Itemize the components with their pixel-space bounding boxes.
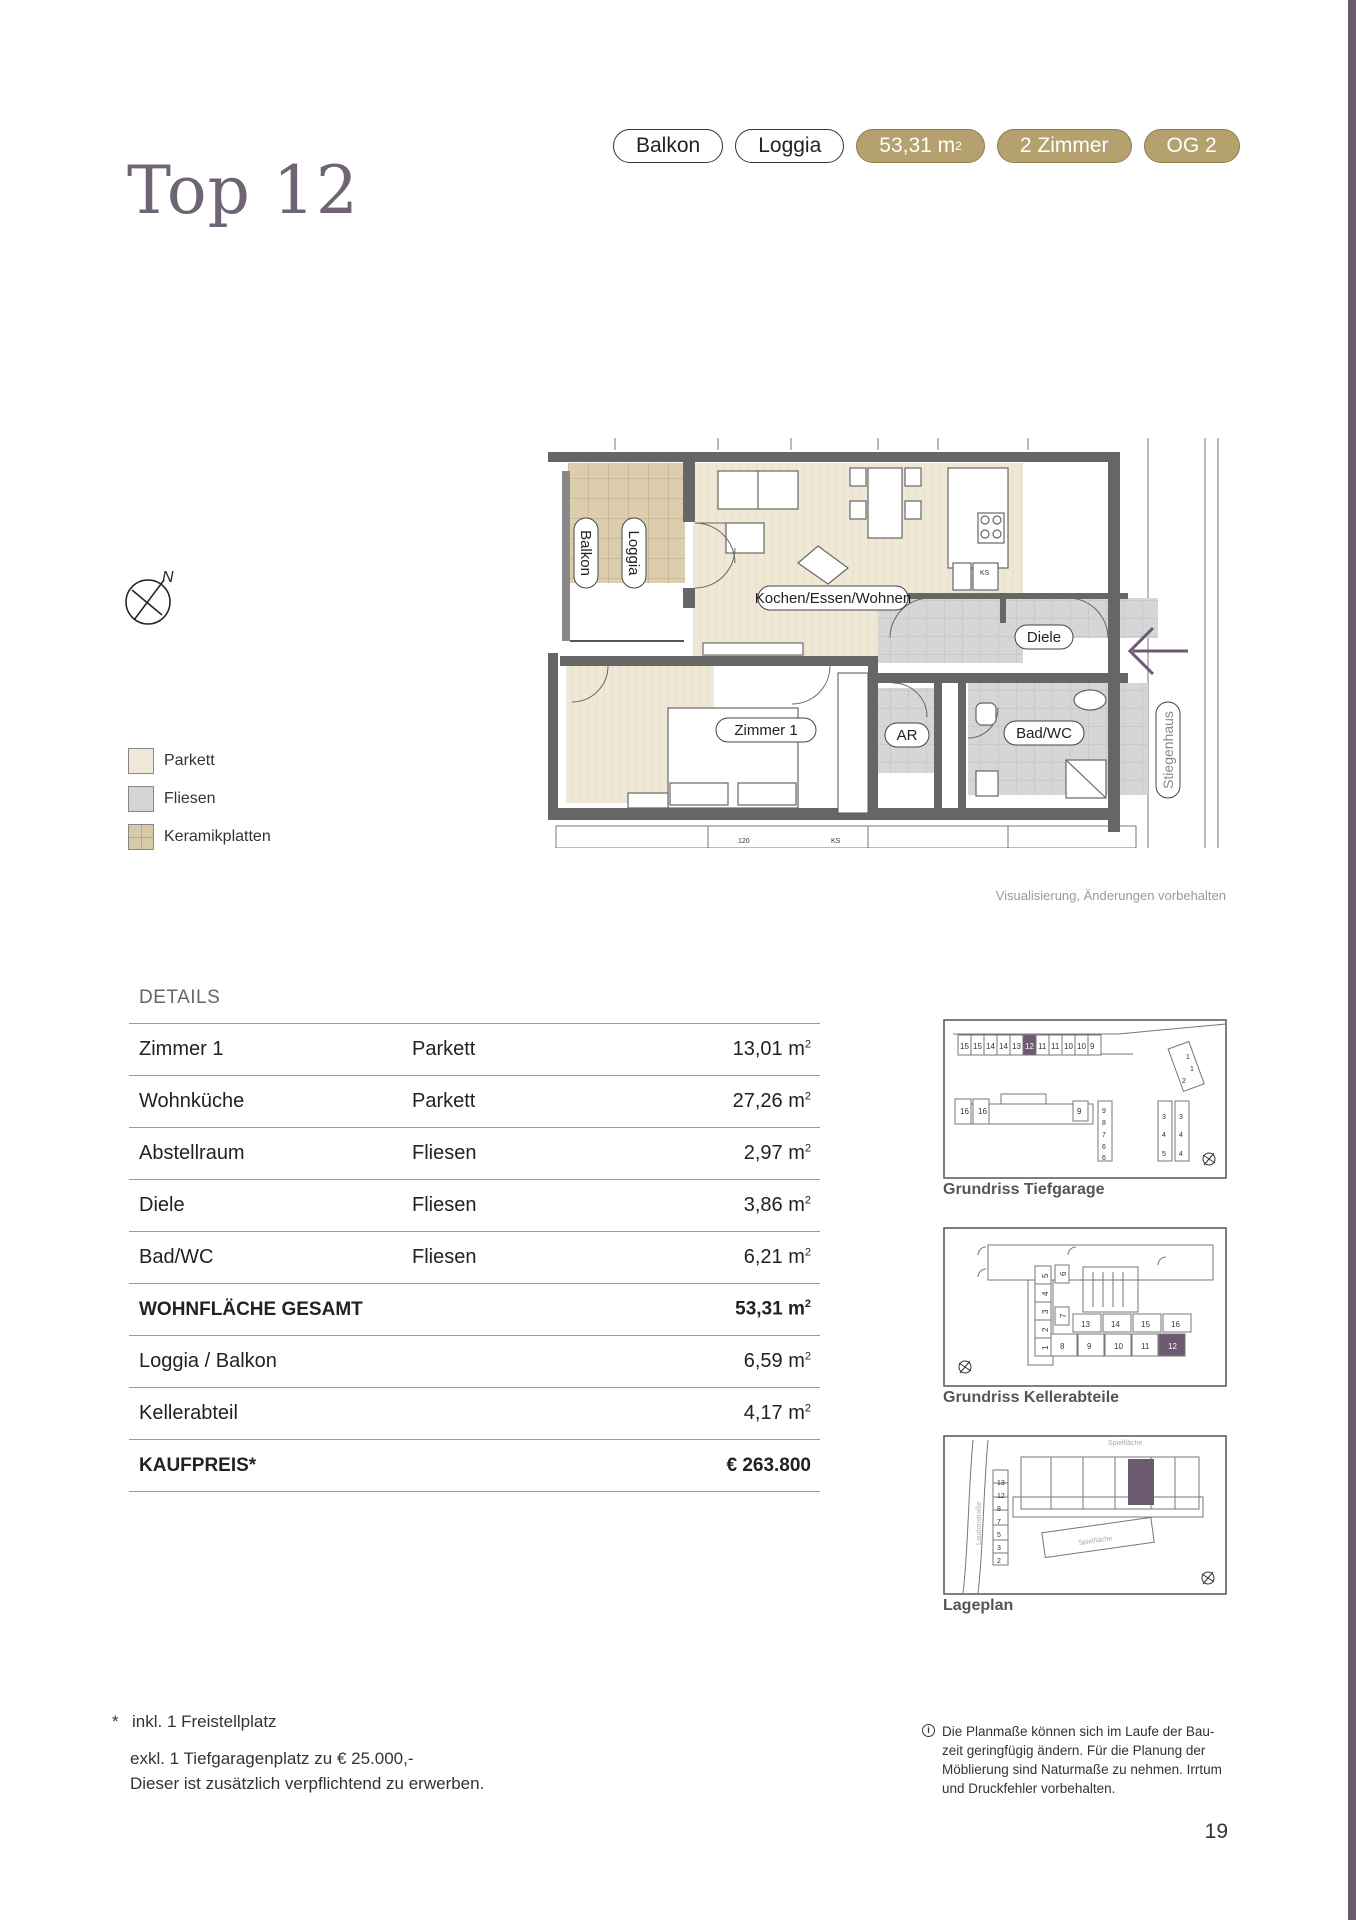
tag-loggia: Loggia [735, 129, 844, 163]
footnote-marker: * [112, 1712, 119, 1731]
space-label: 9 [1077, 1107, 1082, 1116]
room-name: WOHNFLÄCHE GESAMT [139, 1298, 363, 1320]
details-table [129, 1023, 820, 1492]
cellar-label: 10 [1114, 1342, 1123, 1351]
space-label: 14 [986, 1042, 995, 1051]
room-name: Kellerabteil [139, 1402, 238, 1424]
floor-type: Fliesen [412, 1246, 477, 1268]
area-number: 3,86 m [743, 1194, 805, 1216]
details-row [129, 1076, 820, 1128]
area-value [662, 1024, 820, 1076]
stair-label: 12 [997, 1493, 1005, 1500]
room-label-bad: Bad/WC [1016, 725, 1072, 742]
details-row [129, 1128, 820, 1180]
cellar-label: 6 [1059, 1271, 1068, 1276]
space-label: 2 [1182, 1078, 1186, 1085]
cellar-label: 5 [1041, 1273, 1050, 1278]
area-number: 27,26 m [732, 1090, 805, 1112]
room-label-diele: Diele [1026, 629, 1062, 646]
page-edge-bar [1348, 0, 1356, 1920]
floor-type [412, 1440, 662, 1492]
stair-label: 5 [997, 1532, 1001, 1539]
floor-type: Fliesen [412, 1142, 477, 1164]
cellar-label: 2 [1041, 1327, 1050, 1332]
street-label: Laudonstraße [976, 1501, 983, 1545]
fliesen-swatch [128, 786, 154, 812]
floor-legend [128, 742, 271, 856]
space-label: 4 [1162, 1132, 1166, 1139]
spielflaeche-label: Spielfläche [1108, 1440, 1143, 1447]
cellar-label: 8 [1060, 1342, 1065, 1351]
unit-superscript: 2 [804, 1038, 811, 1051]
area-number: 6,21 m [743, 1246, 805, 1268]
info-icon: i [922, 1724, 935, 1737]
room-name: Bad/WC [139, 1246, 214, 1268]
dim-label: 120 [738, 838, 750, 845]
area-value [662, 1388, 820, 1440]
area-number: 4,17 m [743, 1402, 805, 1424]
floor-plan [548, 438, 1228, 848]
cellar-label: 12 [1168, 1342, 1177, 1351]
details-row [129, 1232, 820, 1284]
footnote-line: Dieser ist zusätzlich verpflichtend zu erwerben. [130, 1774, 485, 1793]
area-value [662, 1128, 820, 1180]
room-name: Wohnküche [139, 1090, 245, 1112]
area-number: € 263.800 [726, 1454, 811, 1476]
unit-superscript: 2 [804, 1246, 811, 1259]
space-label: 10 [1064, 1042, 1073, 1051]
legend-item-parkett [128, 742, 271, 780]
unit-superscript: 2 [804, 1090, 811, 1103]
room-label-ar: AR [896, 727, 918, 744]
details-row [129, 1336, 820, 1388]
space-label: 4 [1179, 1151, 1183, 1158]
space-label: 12 [1025, 1042, 1034, 1051]
room-name: KAUFPREIS* [139, 1454, 257, 1476]
footnote-line: inkl. 1 Freistellplatz [132, 1712, 277, 1731]
cellar-label: 7 [1059, 1313, 1068, 1318]
space-label: 11 [1038, 1042, 1047, 1051]
room-label-zimmer: Zimmer 1 [734, 722, 798, 739]
details-row [129, 1180, 820, 1232]
space-label: 5 [1162, 1151, 1166, 1158]
space-label: 9 [1090, 1042, 1095, 1051]
tag-rooms: 2 Zimmer [997, 129, 1132, 163]
cellar-label: 4 [1041, 1291, 1050, 1296]
room-name: Abstellraum [139, 1142, 245, 1164]
space-label: 15 [960, 1042, 969, 1051]
area-value [662, 1180, 820, 1232]
space-label: 11 [1051, 1042, 1060, 1051]
page-title: Top 12 [127, 152, 359, 230]
stair-label: 13 [997, 1480, 1005, 1487]
details-heading: DETAILS [139, 987, 221, 1008]
footnote-block [130, 1746, 484, 1796]
cellar-label: 15 [1141, 1320, 1150, 1329]
cellar-label: 11 [1141, 1342, 1150, 1351]
unit-superscript: 2 [804, 1350, 811, 1363]
details-row [129, 1440, 820, 1492]
lageplan-map [943, 1435, 1227, 1595]
space-label: 3 [1179, 1114, 1183, 1121]
unit-superscript: 2 [804, 1194, 811, 1207]
building-highlight [1128, 1459, 1154, 1505]
space-label: 16 [960, 1107, 969, 1116]
stair-label: 3 [997, 1545, 1001, 1552]
stiegenhaus-label: Stiegenhaus [1160, 711, 1176, 789]
footnote-line: exkl. 1 Tiefgaragenplatz zu € 25.000,- [130, 1749, 414, 1768]
tiefgarage-caption: Grundriss Tiefgarage [943, 1181, 1105, 1198]
tag-balkon: Balkon [613, 129, 723, 163]
room-name: Zimmer 1 [139, 1038, 224, 1060]
visual-disclaimer: Visualisierung, Änderungen vorbehalten [995, 888, 1226, 903]
north-label: N [162, 570, 174, 586]
legend-label: Fliesen [164, 790, 216, 807]
space-label: 1 [1186, 1054, 1190, 1061]
room-name: Diele [139, 1194, 185, 1216]
unit-superscript: 2 [804, 1142, 811, 1155]
area-number: 2,97 m [743, 1142, 805, 1164]
space-label: 4 [1179, 1132, 1183, 1139]
cellar-label: 14 [1111, 1320, 1120, 1329]
cellar-label: 9 [1087, 1342, 1092, 1351]
floor-type: Parkett [412, 1038, 476, 1060]
space-label: 8 [1102, 1120, 1106, 1127]
legend-label: Parkett [164, 752, 215, 769]
space-label: 15 [973, 1042, 982, 1051]
stair-label: 2 [997, 1558, 1001, 1565]
footnote [112, 1710, 277, 1734]
floor-type [412, 1284, 662, 1336]
north-compass-icon [122, 570, 182, 630]
info-line: Möblierung sind Naturmaße zu nehmen. Irrtum [942, 1762, 1222, 1777]
cellar-label: 13 [1081, 1320, 1090, 1329]
page-number: 19 [1204, 1820, 1228, 1843]
floor-type [412, 1388, 662, 1440]
floor-type: Parkett [412, 1090, 476, 1112]
tiefgarage-map [943, 1019, 1227, 1179]
area-value [662, 1284, 820, 1336]
legend-item-fliesen [128, 780, 271, 818]
tag-floor: OG 2 [1144, 129, 1240, 163]
info-line: und Druckfehler vorbehalten. [942, 1781, 1116, 1796]
parkett-swatch [128, 748, 154, 774]
keller-caption: Grundriss Kellerabteile [943, 1389, 1120, 1406]
space-label: 1 [1190, 1066, 1194, 1073]
space-label: 6 [1102, 1155, 1106, 1162]
info-line: Die Planmaße können sich im Laufe der Bau- [942, 1724, 1215, 1739]
feature-tags [613, 129, 1240, 163]
area-value [662, 1440, 820, 1492]
stair-label: 7 [997, 1519, 1001, 1526]
legend-item-keramikplatten [128, 818, 271, 856]
floor-type [412, 1336, 662, 1388]
room-name: Loggia / Balkon [139, 1350, 277, 1372]
cellar-label: 16 [1171, 1320, 1180, 1329]
cellar-label: 3 [1041, 1309, 1050, 1314]
info-note [922, 1722, 1232, 1798]
space-label: 13 [1012, 1042, 1021, 1051]
cellar-label: 1 [1041, 1345, 1050, 1350]
info-line: zeit geringfügig ändern. Für die Planung der [942, 1743, 1206, 1758]
spielflaeche-label: Spielfläche [1077, 1535, 1113, 1548]
keller-map [943, 1227, 1227, 1387]
ks-label: KS [831, 838, 841, 845]
lageplan-caption: Lageplan [943, 1597, 1014, 1614]
space-label: 10 [1077, 1042, 1086, 1051]
space-label: 7 [1102, 1132, 1106, 1139]
area-value [662, 1076, 820, 1128]
room-label-balkon: Balkon [577, 530, 594, 576]
area-value [662, 1336, 820, 1388]
area-number: 6,59 m [743, 1350, 805, 1372]
room-label-kochen: Kochen/Essen/Wohnen [754, 590, 912, 607]
legend-label: Keramikplatten [164, 828, 271, 845]
floor-type: Fliesen [412, 1194, 477, 1216]
space-label: 3 [1162, 1114, 1166, 1121]
space-label: 16 [978, 1107, 987, 1116]
details-row [129, 1024, 820, 1076]
details-row [129, 1388, 820, 1440]
space-label: 6 [1102, 1144, 1106, 1151]
space-label: 14 [999, 1042, 1008, 1051]
ks-label: KS [980, 570, 990, 577]
area-value [662, 1232, 820, 1284]
stair-label: 8 [997, 1506, 1001, 1513]
area-number: 13,01 m [732, 1038, 805, 1060]
tag-area: 53,31 m 2 [856, 129, 985, 163]
area-number: 53,31 m [735, 1298, 805, 1320]
space-label: 9 [1102, 1108, 1106, 1115]
unit-superscript: 2 [804, 1298, 811, 1311]
room-label-loggia: Loggia [625, 530, 642, 576]
keramik-swatch [128, 824, 154, 850]
details-row [129, 1284, 820, 1336]
unit-superscript: 2 [804, 1402, 811, 1415]
